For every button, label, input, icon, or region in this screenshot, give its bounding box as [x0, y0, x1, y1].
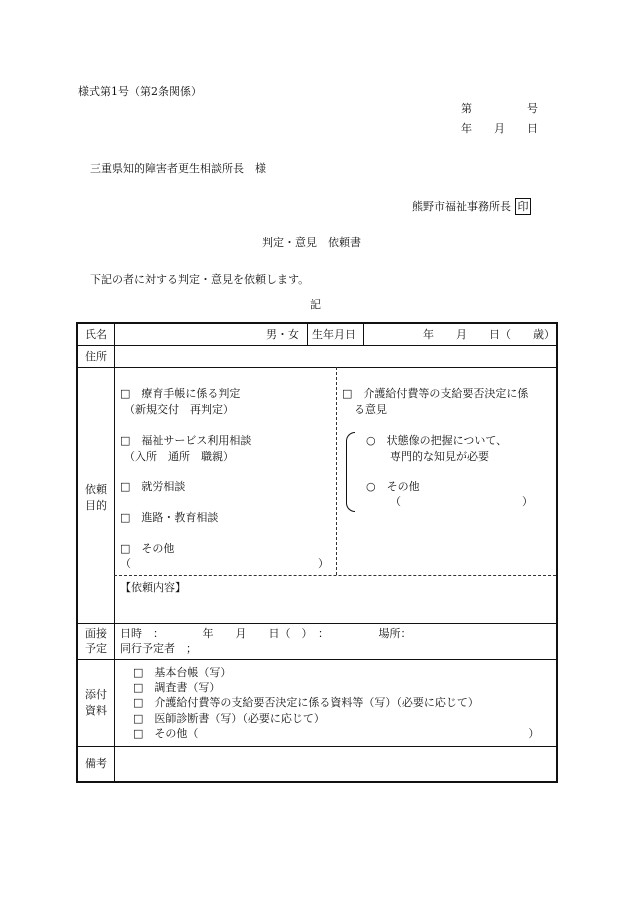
request-content-label: 【依頼内容】: [120, 581, 186, 594]
seal-mark: 印: [515, 198, 531, 215]
dob-field[interactable]: 年 月 日（ 歳）: [423, 328, 555, 341]
option-ryouiku-techou[interactable]: □ 療育手帳に係る判定: [120, 387, 241, 400]
ki-label: 記: [310, 298, 321, 311]
request-form-table: [76, 322, 558, 783]
attachment-item[interactable]: □ 調査書（写）: [133, 681, 221, 694]
sub-option-sonota[interactable]: ○ その他: [366, 480, 420, 493]
option-ryouiku-sub: （新規交付 再判定）: [124, 403, 234, 416]
option-shinro[interactable]: □ 進路・教育相談: [120, 511, 219, 524]
attach-label-1: 添付: [85, 688, 107, 701]
option-sonota[interactable]: □ その他: [120, 542, 175, 555]
dob-label: 生年月日: [312, 328, 356, 341]
option-kaigo-sub: る意見: [354, 403, 387, 416]
document-number: 第 号: [461, 102, 538, 115]
interview-label-1: 面接: [85, 627, 107, 640]
attachment-item[interactable]: □ 介護給付費等の支給要否決定に係る資料等（写）（必要に応じて）: [133, 696, 479, 709]
remarks-label: 備考: [85, 757, 107, 770]
option-fukushi-service[interactable]: □ 福祉サービス利用相談: [120, 434, 252, 447]
name-label: 氏名: [85, 328, 107, 341]
attachment-item[interactable]: □ その他（ ）: [133, 727, 540, 740]
attachment-item[interactable]: □ 医師診断書（写）（必要に応じて）: [133, 712, 325, 725]
page-title: 判定・意見 依頼書: [262, 236, 361, 249]
interview-companion[interactable]: 同行予定者 ；: [120, 642, 197, 655]
option-fukushi-sub: （入所 通所 職親）: [124, 450, 234, 463]
attach-label-2: 資料: [85, 704, 107, 717]
interview-datetime[interactable]: 日時 ： 年 月 日（ ） ： 場所：: [120, 627, 412, 640]
brace-bracket: [346, 432, 355, 512]
sub-option-joutaizou[interactable]: ○ 状態像の把握について、: [366, 434, 508, 447]
purpose-label-1: 依頼: [85, 483, 107, 496]
address-label: 住所: [85, 350, 107, 363]
gender-field[interactable]: 男・女: [266, 328, 299, 341]
sub-option-joutaizou-sub: 専門的な知見が必要: [390, 450, 489, 463]
option-sonota-paren: （ ）: [120, 557, 329, 570]
attachment-item[interactable]: □ 基本台帳（写）: [133, 666, 232, 679]
document-date: 年 月 日: [461, 122, 538, 135]
sender-name: 熊野市福祉事務所長: [412, 200, 511, 213]
option-kaigo-kyuufu[interactable]: □ 介護給付費等の支給要否決定に係: [342, 387, 529, 400]
sender: [412, 198, 531, 215]
intro-text: 下記の者に対する判定・意見を依頼します。: [90, 273, 310, 286]
sub-option-sonota-paren: （ ）: [390, 495, 533, 508]
form-id: 様式第1号（第2条関係）: [78, 85, 202, 98]
option-shuurou[interactable]: □ 就労相談: [120, 480, 186, 493]
interview-label-2: 予定: [85, 642, 107, 655]
addressee: 三重県知的障害者更生相談所長 様: [90, 162, 266, 175]
purpose-label-2: 目的: [85, 499, 107, 512]
